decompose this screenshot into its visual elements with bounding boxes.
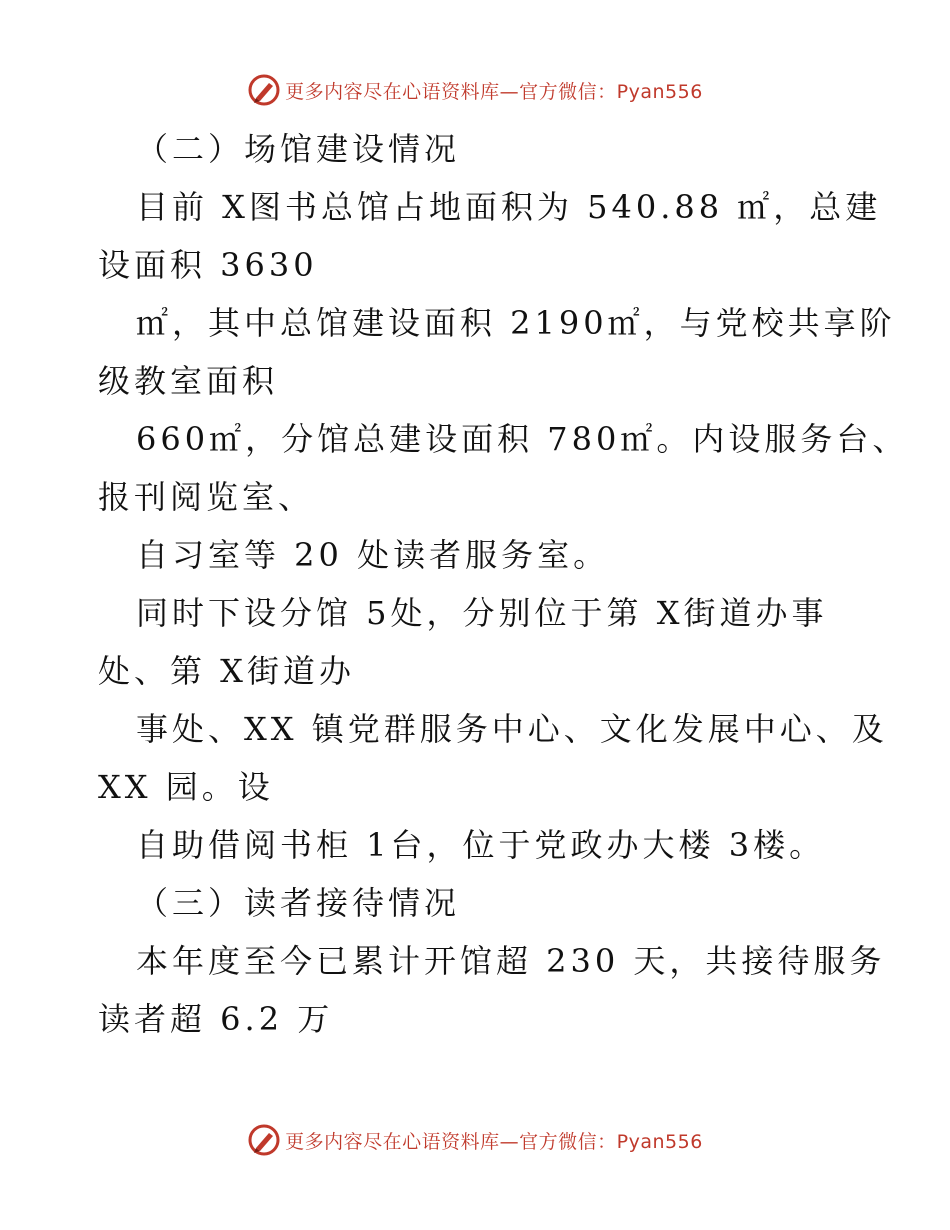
watermark-text: 更多内容尽在心语资料库—官方微信：Pyan556 bbox=[285, 1130, 703, 1153]
paragraph-line: 设面积 3630 bbox=[98, 246, 318, 284]
footer-watermark bbox=[0, 1120, 950, 1160]
paragraph-line: 目前 X图书总馆占地面积为 540.88 ㎡，总建 bbox=[136, 188, 882, 226]
paragraph-line: 读者超 6.2 万 bbox=[98, 1000, 334, 1038]
document-body bbox=[98, 120, 909, 1048]
paragraph-line: XX 园。设 bbox=[98, 768, 274, 806]
paragraph-line: 自习室等 20 处读者服务室。 bbox=[136, 536, 610, 574]
paragraph-line: 自助借阅书柜 1台，位于党政办大楼 3楼。 bbox=[136, 826, 826, 864]
paragraph-line: 事处、XX 镇党群服务中心、文化发展中心、及 bbox=[136, 710, 888, 748]
watermark-text: 更多内容尽在心语资料库—官方微信：Pyan556 bbox=[285, 80, 703, 103]
paragraph-line: 660㎡，分馆总建设面积 780㎡。内设服务台、 bbox=[136, 420, 909, 458]
paragraph-line: 报刊阅览室、 bbox=[98, 478, 315, 516]
paragraph-line: 处、第 X街道办 bbox=[98, 652, 355, 690]
pen-logo-icon bbox=[247, 73, 281, 107]
paragraph-line: 级教室面积 bbox=[98, 362, 279, 400]
paragraph-line: 本年度至今已累计开馆超 230 天，共接待服务 bbox=[136, 942, 886, 980]
paragraph-line: ㎡，其中总馆建设面积 2190㎡，与党校共享阶 bbox=[136, 304, 896, 342]
pen-logo-icon bbox=[247, 1123, 281, 1157]
section-heading: （三）读者接待情况 bbox=[136, 884, 461, 922]
header-watermark bbox=[0, 70, 950, 110]
section-heading: （二）场馆建设情况 bbox=[136, 130, 461, 168]
paragraph-line: 同时下设分馆 5处，分别位于第 X街道办事 bbox=[136, 594, 828, 632]
